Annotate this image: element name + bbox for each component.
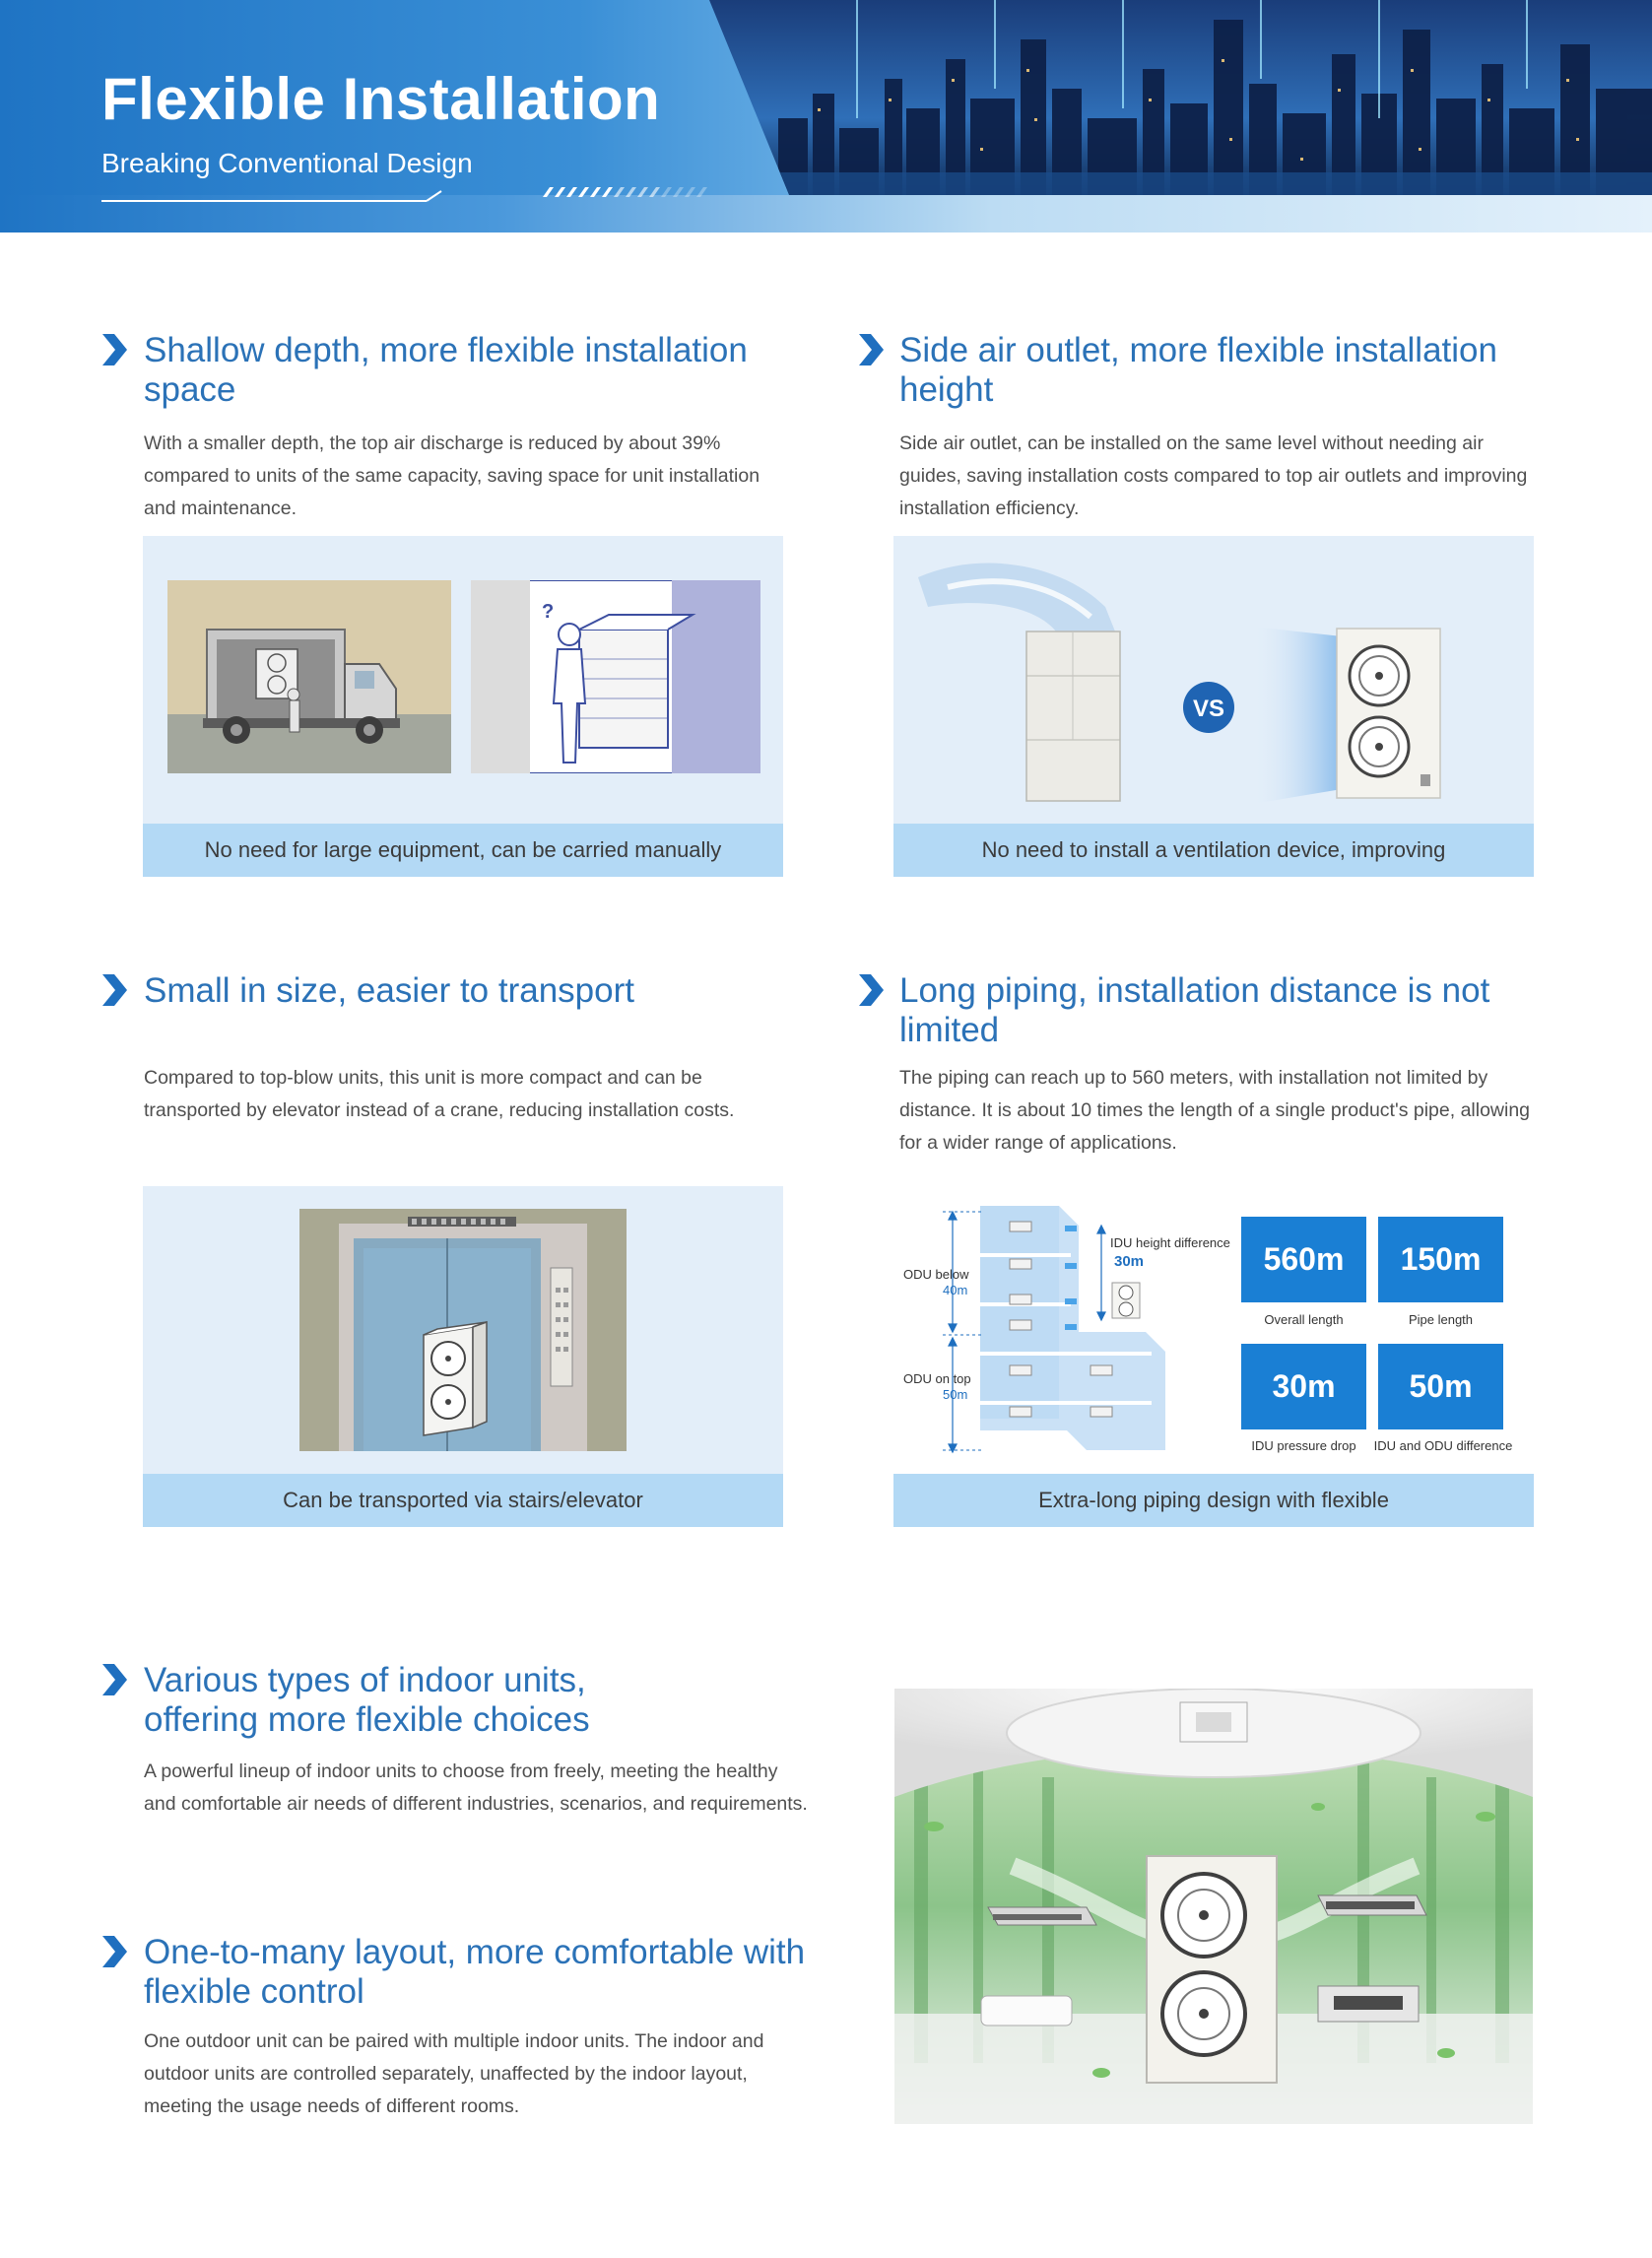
page-subtitle: Breaking Conventional Design bbox=[101, 148, 473, 178]
section-body-shallow-depth: With a smaller depth, the top air discharge is reduced by about 39% compared to units of the same capacity, saving space for unit installation and maintenance. bbox=[144, 432, 760, 519]
section-body-one-to-many: One outdoor unit can be paired with multiple indoor units. The indoor and outdoor units are controlled separately, unaffected by the indoor layout, meeting the usage needs of different rooms. bbox=[144, 2030, 764, 2117]
section-body-long-piping: The piping can reach up to 560 meters, with installation not limited by distance. It is about 10 times the length of a single product's pipe, allowing for a wider range of applications. bbox=[899, 1067, 1531, 1154]
odu-below-label: ODU below bbox=[903, 1267, 969, 1282]
fan-icon bbox=[1162, 1874, 1245, 1957]
odu-top-label: ODU on top bbox=[903, 1371, 971, 1386]
section-body-side-air-outlet: Side air outlet, can be installed on the same level without needing air guides, saving installation costs compared to top air outlets and improving installation efficiency. bbox=[899, 432, 1528, 519]
stat-box: 560m bbox=[1241, 1217, 1366, 1302]
section-title-one-to-many: One-to-many layout, more comfortable with flexible control bbox=[144, 1933, 806, 2011]
odu-below-value: 40m bbox=[943, 1283, 968, 1297]
stat-label: IDU pressure drop bbox=[1251, 1438, 1356, 1453]
fan-icon bbox=[431, 1385, 465, 1419]
stat-box: 50m bbox=[1378, 1344, 1503, 1429]
section-title-indoor-units: Various types of indoor units, offering more flexible choices bbox=[144, 1661, 590, 1739]
panel-small-size bbox=[143, 1186, 783, 1527]
section-title-long-piping: Long piping, installation distance is not limited bbox=[899, 971, 1490, 1049]
fan-icon bbox=[1350, 646, 1409, 705]
panel-long-piping bbox=[893, 1474, 1534, 1527]
stat-box: 150m bbox=[1378, 1217, 1503, 1302]
chevron-right-icon bbox=[100, 1663, 128, 1696]
stat-box: 30m bbox=[1241, 1344, 1366, 1429]
stat-label: Overall length bbox=[1264, 1312, 1344, 1327]
caption-side-air-outlet: No need to install a ventilation device, improving bbox=[893, 824, 1534, 877]
air-outlet-comparison-image bbox=[908, 548, 1519, 814]
panel-side-air-outlet bbox=[893, 536, 1534, 877]
vs-badge: VS bbox=[1192, 696, 1225, 722]
elevator-scene-image bbox=[299, 1209, 627, 1451]
caption-small-size: Can be transported via stairs/elevator bbox=[143, 1474, 783, 1527]
header-divider bbox=[101, 187, 712, 207]
section-body-small-size: Compared to top-blow units, this unit is more compact and can be transported by elevator instead of a crane, reducing installation costs. bbox=[144, 1067, 735, 1121]
chevron-right-icon bbox=[857, 973, 885, 1007]
panel-shallow-depth bbox=[143, 536, 783, 877]
fan-icon bbox=[1350, 717, 1409, 776]
chevron-right-icon bbox=[857, 333, 885, 366]
section-title-side-air-outlet: Side air outlet, more flexible installation height bbox=[899, 331, 1497, 409]
piping-diagram bbox=[893, 1192, 1534, 1473]
section-title-shallow-depth: Shallow depth, more flexible installation space bbox=[144, 331, 748, 409]
idu-height-value: 30m bbox=[1114, 1253, 1145, 1270]
stat-label: IDU and ODU difference bbox=[1373, 1438, 1513, 1453]
page-title: Flexible Installation bbox=[101, 66, 661, 132]
fan-icon bbox=[1162, 1972, 1245, 2055]
truck-scene-image bbox=[167, 580, 451, 773]
idu-height-label: IDU height difference bbox=[1110, 1235, 1230, 1250]
section-title-small-size: Small in size, easier to transport bbox=[144, 971, 634, 1010]
chevron-right-icon bbox=[100, 333, 128, 366]
city-skyline-image bbox=[709, 0, 1652, 197]
fan-icon bbox=[431, 1342, 465, 1375]
question-mark-icon: ? bbox=[542, 601, 555, 623]
chevron-right-icon bbox=[100, 1935, 128, 1968]
page-header bbox=[0, 0, 1652, 232]
odu-top-value: 50m bbox=[943, 1387, 968, 1402]
stat-label: Pipe length bbox=[1408, 1312, 1474, 1327]
caption-long-piping: Extra-long piping design with flexible bbox=[893, 1474, 1534, 1527]
caption-shallow-depth: No need for large equipment, can be carried manually bbox=[143, 824, 783, 877]
chevron-right-icon bbox=[100, 973, 128, 1007]
confined-room-scene-image bbox=[471, 580, 760, 773]
section-body-indoor-units: A powerful lineup of indoor units to choose from freely, meeting the healthy and comfortable air needs of different industries, scenarios, and requirements. bbox=[144, 1760, 808, 1815]
indoor-units-lineup-image bbox=[894, 1689, 1533, 2124]
